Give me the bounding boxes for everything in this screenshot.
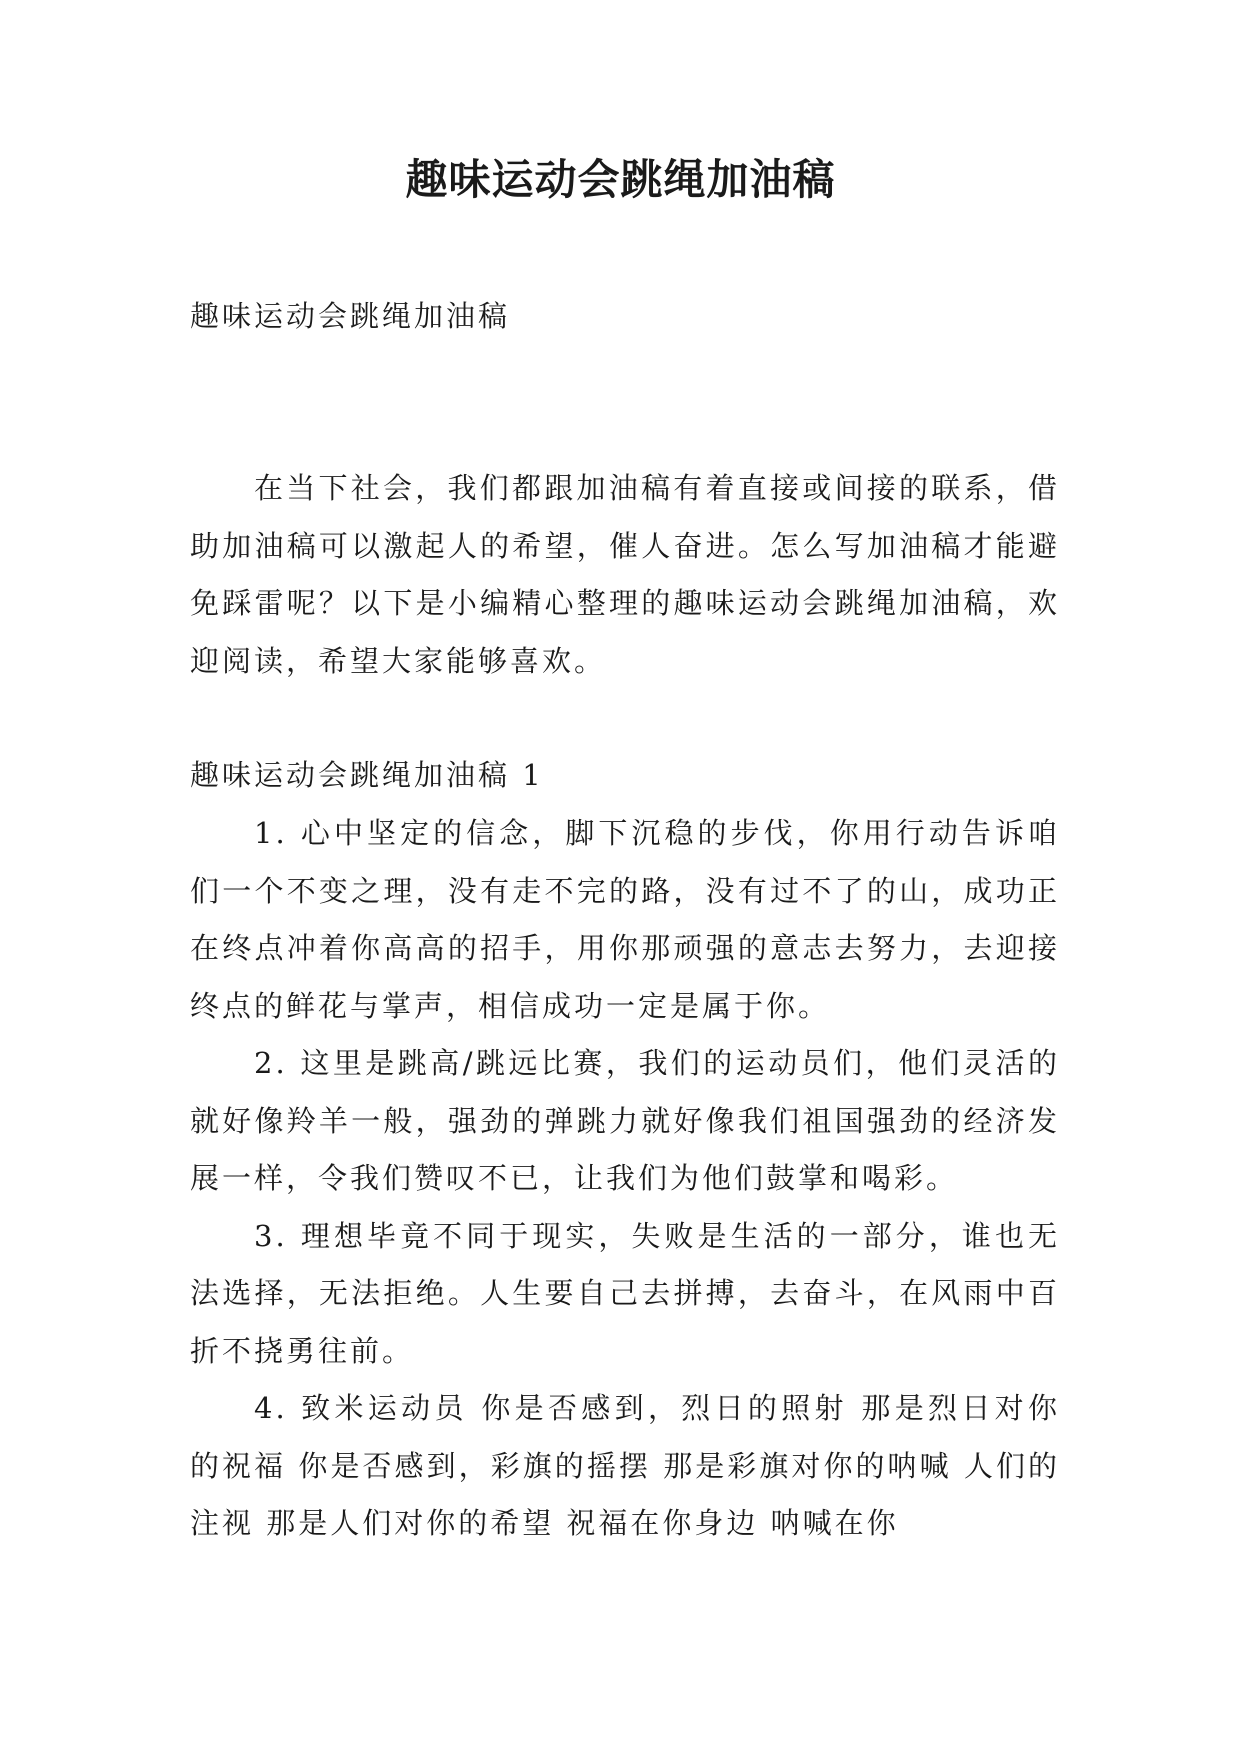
cheer-item-3: 3. 理想毕竟不同于现实，失败是生活的一部分，谁也无法选择，无法拒绝。人生要自己去拼搏，去奋斗，在风雨中百折不挠勇往前。 <box>190 1218 1060 1368</box>
section-heading <box>190 747 1060 805</box>
cheer-item-2: 2. 这里是跳高/跳远比赛，我们的运动员们，他们灵活的就好像羚羊一般，强劲的弹跳力就好像我们祖国强劲的经济发展一样，令我们赞叹不已，让我们为他们鼓掌和喝彩。 <box>190 1046 1060 1195</box>
cheer-items-list <box>190 805 1060 1553</box>
document-subtitle <box>190 288 1060 346</box>
subtitle-text: 趣味运动会跳绳加油稿 <box>190 299 511 333</box>
intro-paragraph <box>190 460 1060 690</box>
document-title: 趣味运动会跳绳加油稿 <box>405 155 836 204</box>
section-heading-text: 趣味运动会跳绳加油稿 1 <box>190 758 544 792</box>
cheer-item-4: 4. 致米运动员 你是否感到，烈日的照射 那是烈日对你的祝福 你是否感到，彩旗的摇摆 那是彩旗对你的呐喊 人们的注视 那是人们对你的希望 祝福在你身边 呐喊在你 <box>190 1391 1060 1540</box>
intro-text: 在当下社会，我们都跟加油稿有着直接或间接的联系，借助加油稿可以激起人的希望，催人奋进。怎么写加油稿才能避免踩雷呢？以下是小编精心整理的趣味运动会跳绳加油稿，欢迎阅读，希望大家能够喜欢。 <box>190 471 1060 678</box>
cheer-item-1: 1. 心中坚定的信念，脚下沉稳的步伐，你用行动告诉咱们一个不变之理，没有走不完的路，没有过不了的山，成功正在终点冲着你高高的招手，用你那顽强的意志去努力，去迎接终点的鲜花与掌声，相信成功一定是属于你。 <box>190 816 1060 1023</box>
